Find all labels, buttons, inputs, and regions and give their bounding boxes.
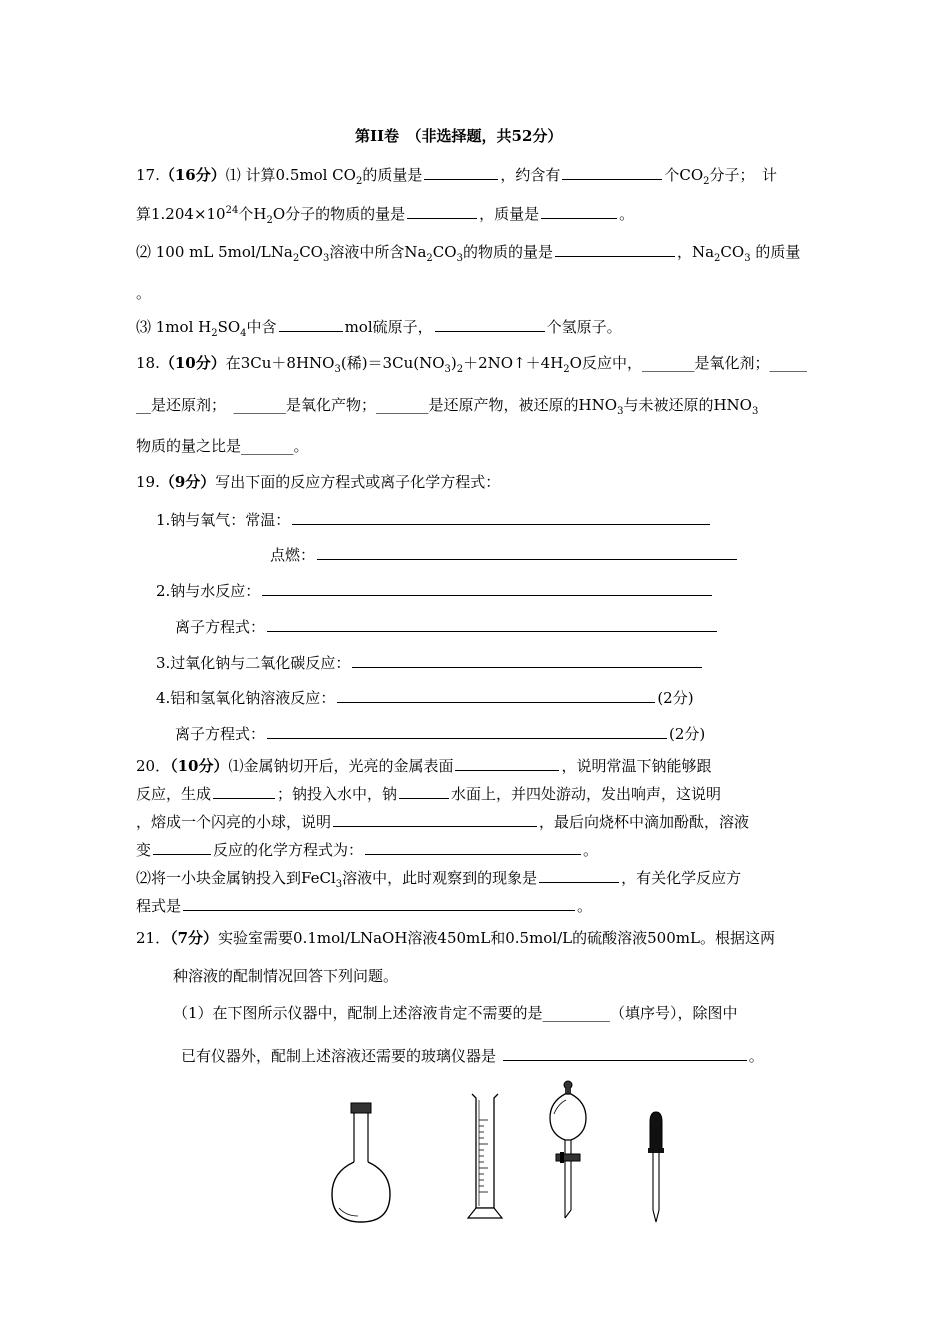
answer-blank[interactable] (562, 164, 662, 180)
measuring-cylinder-icon (466, 1090, 504, 1222)
q17-line5: ⑶ 1mol $H_2SO_4$中含 mol硫原子， 个氢原子。 (136, 318, 622, 339)
section-title: 第II卷 （非选择题，共52分） (355, 127, 563, 145)
q19-item4: 4.铝和氢氧化钠溶液反应： (2分) (156, 689, 694, 707)
q18-line1: 18.（10分）在$3Cu+8HNO_3$(稀)$=3Cu(NO_3)_2+2NO↑+4H_2O$反应中，_______是氧化剂；_____ (136, 354, 807, 375)
q17-line1: 17.（16分）⑴ 计算0.5mol $CO_2$的质量是 ，约含有 个$CO_2$分子； 计 (136, 166, 778, 187)
answer-blank[interactable] (267, 723, 667, 739)
answer-blank[interactable] (555, 241, 675, 257)
answer-blank[interactable]: _______ (241, 437, 294, 455)
q18-line3: 物质的量之比是_______。 (136, 437, 309, 455)
q19-intro: 19.（9分）写出下面的反应方程式或离子化学方程式： (136, 473, 501, 491)
answer-blank[interactable] (352, 652, 702, 668)
answer-blank[interactable] (424, 164, 498, 180)
q21-line1: 21．（7分）实验室需要0.1mol/LNaOH溶液450mL和0.5mol/L的硫酸溶液500mL。根据这两 (136, 929, 775, 947)
q21-line3: （1）在下图所示仪器中，配制上述溶液肯定不需要的是_________（填序号），除图中 (173, 1004, 738, 1022)
q20-line1: 20．（10分）⑴金属钠切开后，光亮的金属表面 ，说明常温下钠能够跟 (136, 757, 712, 775)
answer-blank[interactable]: _______ (376, 396, 429, 414)
answer-blank[interactable] (539, 867, 619, 883)
answer-blank[interactable] (435, 316, 545, 332)
separatory-funnel-icon (546, 1078, 590, 1222)
answer-blank[interactable] (279, 316, 343, 332)
answer-blank[interactable] (262, 580, 712, 596)
q20-line5: ⑵将一小块金属钠投入到FeCl$_3$溶液中，此时观察到的现象是 ，有关化学反应方 (136, 869, 742, 890)
answer-blank[interactable]: __ (136, 396, 151, 414)
answer-blank[interactable]: _______ (233, 396, 287, 414)
answer-blank[interactable] (337, 687, 655, 703)
answer-blank[interactable] (455, 755, 559, 771)
answer-blank[interactable]: _________ (542, 1004, 611, 1022)
answer-blank[interactable] (407, 203, 477, 219)
q19-item1b: 点燃： (270, 544, 739, 565)
answer-blank[interactable] (399, 783, 449, 799)
answer-blank[interactable]: _______ (641, 354, 695, 372)
q19-item2b: 离子方程式： (175, 616, 719, 637)
q17-line2: 算$1.204\times 10^{24}$个$H_2O$分子的物质的量是 ，质量是 。 (136, 205, 635, 226)
dropper-icon (645, 1110, 667, 1224)
answer-blank[interactable] (503, 1045, 747, 1061)
q21-line2: 种溶液的配制情况回答下列问题。 (173, 967, 399, 985)
answer-blank[interactable] (333, 811, 537, 827)
answer-blank[interactable] (213, 783, 275, 799)
answer-blank[interactable] (267, 616, 717, 632)
answer-blank[interactable] (317, 544, 737, 560)
q20-line6: 程式是 。 (136, 897, 593, 915)
answer-blank[interactable] (365, 839, 581, 855)
q20-line2: 反应，生成 ；钠投入水中，钠 水面上，并四处游动，发出响声，这说明 (136, 785, 722, 803)
q21-line4: 已有仪器外，配制上述溶液还需要的玻璃仪器是 。 (181, 1047, 764, 1065)
answer-blank[interactable] (292, 509, 710, 525)
q19-item4b: 离子方程式： (2分) (175, 725, 706, 743)
round-bottom-flask-icon (328, 1100, 394, 1226)
q19-item3: 3.过氧化钠与二氧化碳反应： (156, 652, 704, 673)
q18-line2: __是还原剂； _______是氧化产物；_______是还原产物，被还原的$HNO_3$与未被还原的$HNO_3$ (136, 396, 759, 417)
q20-line4: 变 反应的化学方程式为： 。 (136, 841, 599, 859)
q19-item1: 1.钠与氧气：常温： (156, 509, 712, 530)
answer-blank[interactable]: _____ (769, 354, 807, 372)
answer-blank[interactable] (541, 203, 617, 219)
answer-blank[interactable] (183, 895, 575, 911)
q20-line3: ，熔成一个闪亮的小球，说明 ，最后向烧杯中滴加酚酞，溶液 (136, 813, 750, 831)
q17-line3: ⑵ 100 mL $5mol/LNa_2CO_3$溶液中所含$Na_2CO_3$的物质的量是 ，$Na_2CO_3$ 的质量 (136, 243, 801, 264)
q17-line4: 。 (136, 284, 152, 302)
answer-blank[interactable] (153, 839, 211, 855)
q19-item2: 2.钠与水反应： (156, 580, 714, 601)
